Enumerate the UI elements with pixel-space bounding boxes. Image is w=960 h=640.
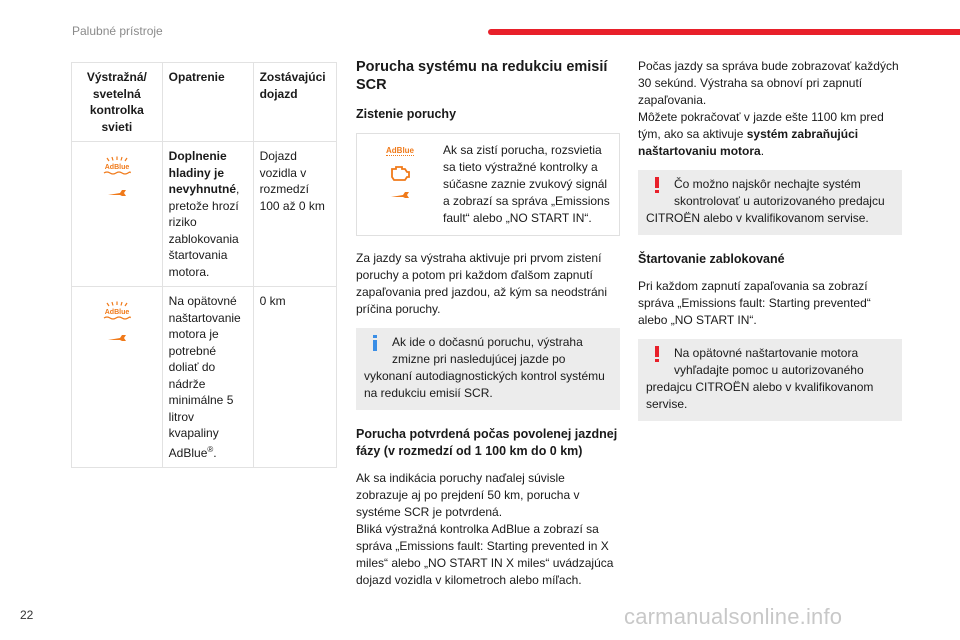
info-box-text: Ak ide o dočasnú poruchu, výstraha zmizne pri nasledujúcej jazde po vykonaní autodiagnostických kontrol systému na redukciu emisií SCR.	[364, 335, 605, 400]
fault-warning-text: Ak sa zistí porucha, rozsvietia sa tieto výstražné kontrolky a súčasne zaznie zvukový signál a zobrazí sa správa „Emissions fault“ alebo „NO START IN“.	[443, 143, 610, 225]
wrench-icon	[106, 333, 128, 345]
svg-text:AdBlue: AdBlue	[104, 164, 130, 171]
wrench-icon	[389, 190, 411, 202]
paragraph-start-prevented: Pri každom zapnutí zapaľovania sa zobrazí správa „Emissions fault: Starting prevented“ alebo „NO START IN“.	[638, 279, 871, 327]
warning-exclamation-icon	[648, 345, 666, 363]
header-accent-bar	[488, 29, 960, 35]
subheading-confirmed-fault: Porucha potvrdená počas povolenej jazdnej fázy (v rozmedzí od 1 100 km do 0 km)	[356, 427, 618, 458]
engine-check-icon	[388, 164, 412, 182]
warning-lamps-table	[71, 62, 337, 468]
paragraph-confirmed-1: Ak sa indikácia poruchy naďalej súvisle zobrazuje aj po prejdení 50 km, porucha v systéme SCR je potvrdená.	[356, 471, 580, 519]
table-header-lamp: Výstražná/ svetelná kontrolka svieti	[72, 63, 163, 142]
warning-exclamation-icon	[648, 176, 666, 194]
running-header: Palubné prístroje	[72, 24, 163, 38]
table-cell-range: Dojazd vozidla v rozmedzí 100 až 0 km	[253, 142, 336, 287]
page-number: 22	[20, 608, 34, 622]
paragraph-first-detection: Za jazdy sa výstraha aktivuje pri prvom zistení poruchy a potom pri každom ďalšom zapnutí zapaľovania pred jazdou, až kým sa neodstráni príčina poruchy.	[356, 251, 607, 316]
table-row	[72, 287, 337, 468]
subheading-start-blocked: Štartovanie zablokované	[638, 252, 785, 266]
table-cell-icons	[72, 287, 163, 468]
adblue-level-icon	[100, 156, 134, 178]
warning-box-text: Na opätovné naštartovanie motora vyhľadajte pomoc u autorizovaného predajcu CITROËN alebo v kvalifikovanom servise.	[646, 346, 874, 411]
table-header-action: Opatrenie	[162, 63, 253, 142]
middle-column	[356, 58, 620, 599]
paragraph-message-interval: Počas jazdy sa správa bude zobrazovať každých 30 sekúnd. Výstraha sa obnoví pri zapnutí zapaľovania.	[638, 59, 899, 107]
section-title-scr: Porucha systému na redukciu emisií SCR	[356, 59, 608, 93]
warning-box-restart	[638, 339, 902, 421]
warning-box-check-soon	[638, 170, 902, 235]
info-box-temporary-fault	[356, 328, 620, 410]
table-cell-action: Na opätovné naštartovanie motora je potrebné doliať do nádrže minimálne 5 litrov kvapaliny AdBlue®.	[162, 287, 253, 468]
table-row	[72, 142, 337, 287]
svg-text:AdBlue: AdBlue	[104, 309, 130, 316]
right-column	[638, 58, 902, 437]
paragraph-remaining-distance: Môžete pokračovať v jazde ešte 1100 km pred tým, ako sa aktivuje systém zabraňujúci naštartovaniu motora.	[638, 110, 884, 158]
table-header-row	[72, 63, 337, 142]
info-icon	[366, 334, 384, 352]
paragraph-confirmed-2: Bliká výstražná kontrolka AdBlue a zobrazí sa správa „Emissions fault: Starting prevented in X miles“ alebo „NO START IN X miles“ uvádzajúca dojazd vozidla v kilometroch alebo míľach.	[356, 522, 614, 587]
table-cell-icons	[72, 142, 163, 287]
subheading-fault-detection: Zistenie poruchy	[356, 107, 457, 121]
fault-warning-box	[356, 133, 620, 236]
watermark: carmanualsonline.info	[624, 604, 843, 629]
table-header-range: Zostávajúci dojazd	[253, 63, 336, 142]
table-cell-range: 0 km	[253, 287, 336, 468]
wrench-icon	[106, 188, 128, 200]
adblue-level-icon	[100, 301, 134, 323]
adblue-label-icon: AdBlue	[386, 146, 414, 155]
warning-box-text: Čo možno najskôr nechajte systém skontrolovať u autorizovaného predajcu CITROËN alebo v kvalifikovanom servise.	[646, 177, 885, 225]
table-cell-action: Doplnenie hladiny je nevyhnutné, pretože hrozí riziko zablokovania štartovania motora.	[162, 142, 253, 287]
